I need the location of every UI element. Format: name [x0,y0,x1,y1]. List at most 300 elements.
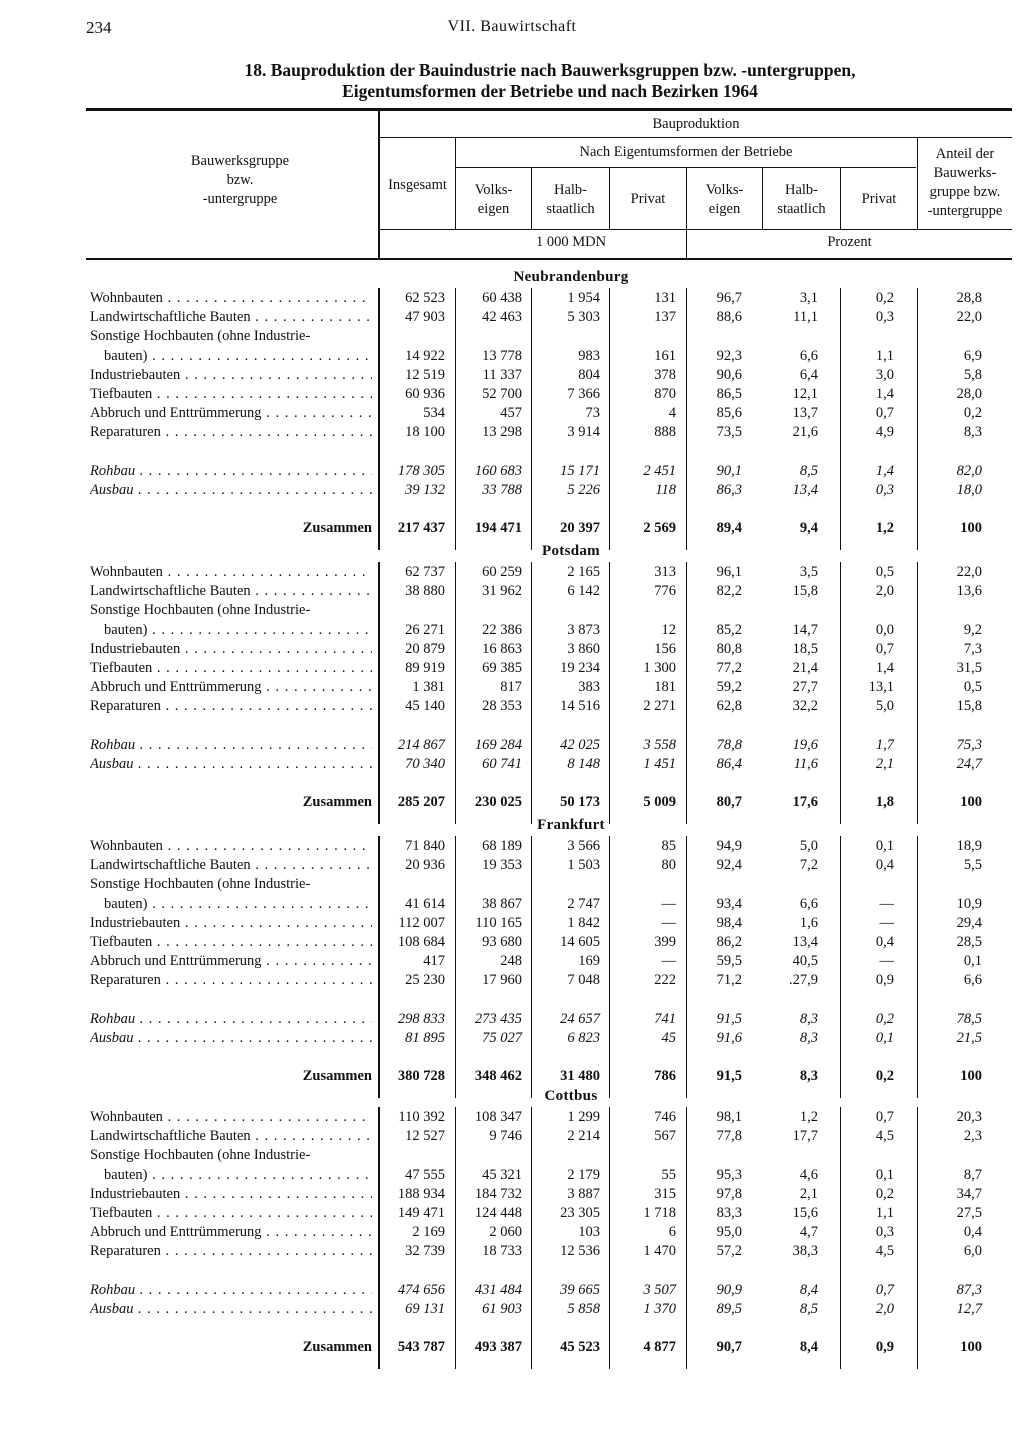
cell-c1: 38 880 [405,583,445,600]
cell-c4: 776 [654,583,676,600]
cell-c8: 100 [960,1068,982,1085]
cell-c3: 5 858 [567,1301,600,1317]
cell-c1: 2 169 [412,1224,445,1241]
cell-c8: 100 [960,520,982,537]
cell-c2: 19 353 [482,857,522,874]
cell-c2: 60 741 [482,756,522,772]
cell-c3: 50 173 [560,794,600,811]
header-group-line1: Bauwerksgruppe [190,153,290,169]
cell-c7: 3,0 [875,366,894,383]
row-label: Reparaturen . . . [90,972,372,989]
header-eigentumsformen: Nach Eigentumsformen der Betriebe [579,144,793,160]
cell-c6: 13,4 [792,934,818,950]
row-label: bauten) . . . [104,348,372,365]
cell-c1: 45 140 [405,698,445,715]
cell-c8: 12,7 [956,1301,982,1317]
cell-c5: 90,9 [716,1281,742,1298]
total-row [0,794,1024,813]
cell-c1: 69 131 [405,1301,445,1317]
section-heading: Frankfurt [537,817,605,833]
cell-c8: 5,8 [963,366,982,383]
cell-c3: 804 [578,366,600,383]
cell-c6: 1,2 [799,1109,818,1125]
header-privat-pct: Privat [861,191,897,207]
cell-c4: 315 [654,1185,676,1202]
row-label: Sonstige Hochbauten (ohne Industrie- [90,1147,311,1164]
cell-c7: — [879,914,894,931]
cell-c1: 70 340 [405,756,445,772]
cell-c1: 474 656 [397,1281,445,1298]
row-label: Ausbau . . . [90,1030,372,1047]
table-row-label [0,602,1024,621]
cell-c2: 9 746 [489,1128,522,1145]
cell-c3: 1 503 [567,857,600,874]
row-label: Industriebauten . . . [90,367,372,384]
cell-c1: 81 895 [405,1030,445,1046]
ausbau-row [0,1301,1024,1320]
cell-c4: — [661,895,676,912]
row-label: Wohnbauten . . . [90,838,372,855]
cell-c3: 19 234 [560,660,600,676]
cell-c2: 184 732 [474,1185,522,1202]
cell-c6: 19,6 [792,736,818,753]
cell-c6: 18,5 [792,640,818,657]
cell-c5: 85,2 [716,621,742,638]
cell-c1: 380 728 [397,1068,445,1085]
cell-c3: 383 [578,679,600,696]
row-label: Ausbau . . . [90,482,372,499]
header-halb-1: Halb- [553,182,587,198]
cell-c3: 31 480 [560,1068,600,1085]
cell-c5: 59,2 [716,679,742,696]
title-line-1: 18. Bauproduktion der Bauindustrie nach Bauwerksgruppen bzw. -untergruppen, [244,60,856,80]
cell-c8: 21,5 [956,1030,982,1046]
cell-c6: 17,6 [792,794,818,811]
header-volks-pct-2: eigen [708,201,741,217]
table-row [0,386,1024,405]
row-label: Zusammen [302,1339,372,1356]
cell-c7: 0,3 [875,482,894,498]
cell-c3: 2 179 [567,1166,600,1183]
header-privat-mdn: Privat [630,191,666,207]
cell-c5: 88,6 [716,309,742,326]
cell-c5: 86,4 [716,756,742,772]
cell-c4: 137 [654,309,676,326]
table-row [0,583,1024,602]
cell-c7: — [879,895,894,912]
row-label: Landwirtschaftliche Bauten . . . [90,309,372,326]
cell-c4: 85 [661,838,676,854]
cell-c6: 13,7 [792,405,818,422]
row-label: Rohbau . . . [90,1282,372,1299]
header-halb-pct-2: staatlich [777,201,826,217]
cell-c2: 13 298 [482,424,522,441]
cell-c4: 12 [661,621,676,638]
row-label: Ausbau . . . [90,1301,372,1318]
cell-c2: 22 386 [482,621,522,638]
rule-header-bottom [86,258,1012,260]
cell-c3: 2 747 [567,895,600,912]
cell-c7: 1,1 [875,347,894,364]
cell-c6: 3,1 [799,290,818,306]
rohbau-row [0,1011,1024,1030]
cell-c8: 8,3 [963,424,982,441]
cell-c3: 8 148 [567,756,600,772]
cell-c8: 9,2 [963,621,982,638]
cell-c7: 0,2 [875,1068,894,1085]
cell-c1: 41 614 [405,895,445,912]
cell-c3: 3 566 [567,838,600,854]
cell-c8: 20,3 [956,1109,982,1125]
table-row [0,367,1024,386]
header-unit-mdn: 1 000 MDN [535,234,607,250]
row-label: Ausbau . . . [90,756,372,773]
cell-c2: 45 321 [482,1166,522,1183]
row-label: Zusammen [302,794,372,811]
cell-c5: 80,8 [716,640,742,657]
row-label: Abbruch und Enttrümmerung . . . [90,679,372,696]
ausbau-row [0,1030,1024,1049]
cell-c4: 870 [654,386,676,402]
cell-c3: 6 823 [567,1030,600,1046]
rohbau-row [0,737,1024,756]
row-label: Wohnbauten . . . [90,564,372,581]
header-halb-2: staatlich [546,201,595,217]
row-label: Abbruch und Enttrümmerung . . . [90,405,372,422]
cell-c6: 21,6 [792,424,818,441]
cell-c2: 60 259 [482,564,522,580]
table-row [0,1205,1024,1224]
row-label: Industriebauten . . . [90,641,372,658]
cell-c8: 0,4 [963,1224,982,1241]
cell-c2: 493 387 [474,1339,522,1356]
cell-c8: 100 [960,1339,982,1356]
table-row [0,622,1024,641]
row-label: bauten) . . . [104,896,372,913]
cell-c6: 4,7 [799,1224,818,1241]
cell-c5: 71,2 [716,972,742,989]
cell-c2: 273 435 [474,1010,522,1027]
cell-c4: 3 507 [643,1281,676,1298]
header-anteil-4: -untergruppe [927,203,1003,219]
cell-c5: 98,1 [716,1109,742,1125]
cell-c1: 39 132 [405,482,445,498]
cell-c8: 0,2 [963,405,982,422]
cell-c3: 24 657 [560,1010,600,1027]
cell-c2: 61 903 [482,1301,522,1317]
cell-c6: 7,2 [799,857,818,874]
cell-c3: 3 887 [567,1185,600,1202]
cell-c1: 217 437 [397,520,445,537]
cell-c8: 7,3 [963,640,982,657]
cell-c7: 1,1 [875,1205,894,1221]
section-heading: Potsdam [542,543,600,559]
rule-top [86,108,1012,111]
cell-c3: 5 303 [567,309,600,326]
row-label: Landwirtschaftliche Bauten . . . [90,857,372,874]
table-row [0,405,1024,424]
total-row [0,1068,1024,1087]
cell-c5: 83,3 [716,1205,742,1221]
cell-c8: 0,5 [963,679,982,696]
row-label: Reparaturen . . . [90,698,372,715]
running-head: VII. Bauwirtschaft [447,18,577,35]
header-volks-2: eigen [477,201,510,217]
cell-c8: 87,3 [956,1281,982,1298]
header-group-line2: bzw. [226,172,254,188]
cell-c3: 23 305 [560,1205,600,1221]
cell-c2: 38 867 [482,895,522,912]
cell-c1: 20 936 [405,857,445,874]
cell-c7: 4,5 [875,1243,894,1260]
row-label: Abbruch und Enttrümmerung . . . [90,1224,372,1241]
table-row [0,660,1024,679]
cell-c7: 0,5 [875,564,894,580]
table-row [0,564,1024,583]
cell-c4: 156 [654,640,676,657]
cell-c2: 75 027 [482,1030,522,1046]
cell-c8: 18,0 [956,482,982,498]
cell-c4: 888 [654,424,676,441]
cell-c7: 0,1 [875,838,894,854]
cell-c7: 0,7 [875,1109,894,1125]
cell-c5: 98,4 [716,914,742,931]
rohbau-row [0,1282,1024,1301]
row-label: Reparaturen . . . [90,1243,372,1260]
cell-c7: 0,2 [875,1185,894,1202]
cell-c7: 2,0 [875,583,894,600]
cell-c2: 28 353 [482,698,522,715]
table-row [0,348,1024,367]
table-row [0,679,1024,698]
table-row [0,857,1024,876]
cell-c3: 3 914 [567,424,600,441]
cell-c1: 18 100 [405,424,445,441]
table-row [0,953,1024,972]
cell-c7: 4,9 [875,424,894,441]
table-row [0,698,1024,717]
cell-c8: 15,8 [956,698,982,715]
cell-c8: 27,5 [956,1205,982,1221]
cell-c4: 4 [668,405,676,422]
cell-c5: 77,2 [716,660,742,676]
table-title [90,60,1010,102]
header-bauproduktion: Bauproduktion [652,116,740,132]
cell-c1: 32 739 [405,1243,445,1260]
cell-c5: 92,4 [716,857,742,874]
cell-c7: 2,1 [875,756,894,772]
table-row [0,934,1024,953]
cell-c2: 33 788 [482,482,522,498]
cell-c6: 27,7 [792,679,818,696]
row-label: Rohbau . . . [90,1011,372,1028]
cell-c5: 80,7 [716,794,742,811]
cell-c6: 15,6 [792,1205,818,1221]
cell-c1: 62 737 [405,564,445,580]
cell-c3: 6 142 [567,583,600,600]
cell-c3: 45 523 [560,1339,600,1356]
cell-c6: 13,4 [792,482,818,498]
row-label: Wohnbauten . . . [90,1109,372,1126]
ausbau-row [0,482,1024,501]
row-label: Zusammen [302,520,372,537]
title-line-2: Eigentumsformen der Betriebe und nach Bezirken 1964 [342,81,758,101]
cell-c6: 40,5 [792,953,818,970]
cell-c4: 378 [654,366,676,383]
cell-c1: 298 833 [397,1010,445,1027]
section-heading: Cottbus [544,1088,598,1104]
cell-c3: 5 226 [567,482,600,498]
cell-c3: 2 214 [567,1128,600,1145]
cell-c7: 0,9 [875,1339,894,1356]
cell-c4: 5 009 [643,794,676,811]
cell-c1: 12 527 [405,1128,445,1145]
cell-c5: 85,6 [716,405,742,422]
header-volks-1: Volks- [474,182,513,198]
cell-c8: 10,9 [956,895,982,912]
cell-c4: 1 451 [643,756,676,772]
cell-c4: 741 [654,1010,676,1027]
cell-c5: 86,2 [716,934,742,950]
cell-c5: 91,5 [716,1068,742,1085]
cell-c6: 1,6 [799,914,818,931]
cell-c6: 4,6 [799,1166,818,1183]
row-label: Tiefbauten . . . [90,1205,372,1222]
cell-c5: 59,5 [716,953,742,970]
cell-c6: 21,4 [792,660,818,676]
cell-c6: 2,1 [799,1185,818,1202]
cell-c8: 100 [960,794,982,811]
cell-c5: 94,9 [716,838,742,854]
cell-c7: 1,2 [875,520,894,537]
cell-c4: 2 451 [643,462,676,479]
cell-c6: 11,1 [793,309,818,326]
row-label: Tiefbauten . . . [90,934,372,951]
table-row [0,1243,1024,1262]
cell-c1: 14 922 [405,347,445,364]
cell-c7: 2,0 [875,1301,894,1317]
header-volkseigen-mdn [456,181,531,219]
cell-c5: 95,3 [716,1166,742,1183]
cell-c5: 90,7 [716,1339,742,1356]
cell-c8: 75,3 [956,736,982,753]
cell-c5: 91,5 [716,1010,742,1027]
cell-c3: 12 536 [560,1243,600,1260]
cell-c2: 431 484 [474,1281,522,1298]
cell-c6: 6,6 [799,895,818,912]
cell-c6: .27,9 [789,972,818,989]
cell-c1: 188 934 [397,1185,445,1202]
cell-c1: 71 840 [405,838,445,854]
cell-c7: 0,2 [875,290,894,306]
cell-c4: 399 [654,934,676,950]
cell-c2: 194 471 [474,520,522,537]
cell-c3: 15 171 [560,462,600,479]
cell-c1: 1 381 [412,679,445,696]
ausbau-row [0,756,1024,775]
total-row [0,520,1024,539]
cell-c2: 230 025 [474,794,522,811]
cell-c2: 13 778 [482,347,522,364]
cell-c6: 3,5 [799,564,818,580]
cell-c7: 0,4 [875,857,894,874]
cell-c5: 82,2 [716,583,742,600]
header-anteil-2: Bauwerks- [933,165,997,181]
cell-c7: 1,7 [875,736,894,753]
cell-c5: 95,0 [716,1224,742,1241]
cell-c4: 45 [661,1030,676,1046]
cell-c4: 1 718 [643,1205,676,1221]
cell-c2: 160 683 [474,462,522,479]
cell-c1: 20 879 [405,640,445,657]
cell-c7: — [879,953,894,970]
cell-c2: 93 680 [482,934,522,950]
cell-c4: 567 [654,1128,676,1145]
header-halbstaatlich-mdn [532,181,609,219]
cell-c2: 169 284 [474,736,522,753]
cell-c5: 96,7 [716,290,742,306]
section-heading: Neubrandenburg [513,269,629,285]
row-label: Zusammen [302,1068,372,1085]
cell-c5: 96,1 [716,564,742,580]
cell-c3: 7 366 [567,386,600,402]
cell-c4: 161 [654,347,676,364]
cell-c7: 0,3 [875,309,894,326]
cell-c8: 5,5 [963,857,982,874]
cell-c7: 1,4 [875,386,894,402]
row-label: Tiefbauten . . . [90,386,372,403]
cell-c2: 69 385 [482,660,522,676]
table-row [0,1186,1024,1205]
header-group [150,152,330,209]
cell-c8: 82,0 [956,462,982,479]
table-row [0,309,1024,328]
cell-c4: 313 [654,564,676,580]
cell-c5: 89,5 [716,1301,742,1317]
cell-c7: 0,0 [875,621,894,638]
cell-c4: 1 300 [643,660,676,676]
cell-c4: — [661,914,676,931]
page-number: 234 [86,18,112,37]
cell-c6: 32,2 [792,698,818,715]
cell-c1: 178 305 [397,462,445,479]
table-row [0,896,1024,915]
cell-c1: 112 007 [398,914,445,931]
cell-c1: 534 [423,405,445,422]
row-label: Industriebauten . . . [90,1186,372,1203]
cell-c7: 0,9 [875,972,894,989]
rule-units [380,229,1012,230]
cell-c4: 118 [655,482,676,498]
cell-c4: 3 558 [643,736,676,753]
header-anteil-1: Anteil der [935,146,995,162]
cell-c1: 47 555 [405,1166,445,1183]
table-row [0,915,1024,934]
cell-c8: 8,7 [963,1166,982,1183]
cell-c7: 1,4 [875,660,894,676]
cell-c6: 8,5 [799,1301,818,1317]
table-row [0,1167,1024,1186]
cell-c4: 786 [654,1068,676,1085]
cell-c4: 55 [661,1166,676,1183]
cell-c1: 108 684 [397,934,445,950]
cell-c8: 28,5 [956,934,982,950]
cell-c6: 14,7 [792,621,818,638]
cell-c2: 11 337 [482,366,522,383]
table-row [0,290,1024,309]
cell-c2: 2 060 [489,1224,522,1241]
header-unit-pct: Prozent [827,234,872,250]
